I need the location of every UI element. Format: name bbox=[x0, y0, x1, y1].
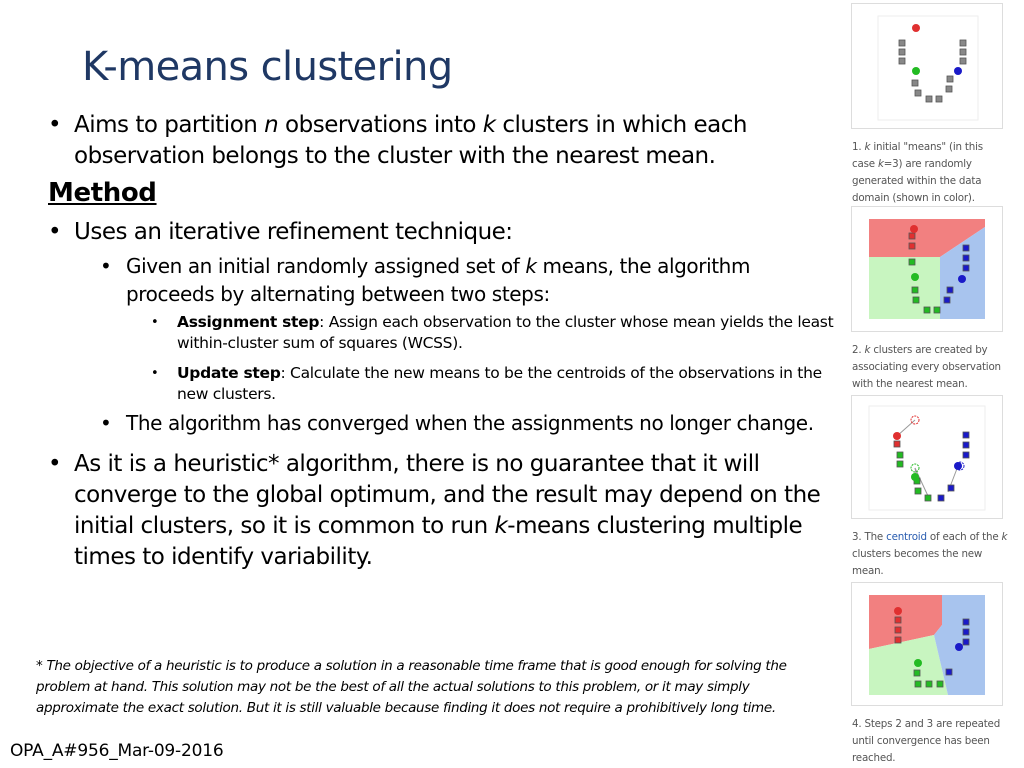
bullet-heuristic: • As it is a heuristic* algorithm, there is no guarantee that it will converge to the global optimum, and the result may depend on the initial clusters, so it is common to run k-means clustering multiple times to identify variability. bbox=[48, 451, 821, 570]
method-heading: Method bbox=[48, 178, 157, 208]
caption-step1: 1. k initial "means" (in this case k=3) are randomly generated within the data domain (shown in color). bbox=[852, 141, 983, 204]
bullet-dot: • bbox=[48, 112, 62, 138]
bullet-dot: • bbox=[151, 315, 159, 330]
kmeans-step4-illustration bbox=[851, 582, 1003, 706]
kmeans-step3-diagram bbox=[852, 396, 1002, 518]
bullet-dot: • bbox=[48, 219, 62, 245]
caption-step3: 3. The centroid of each of the k clusters becomes the new mean. bbox=[852, 531, 1008, 577]
centroid-link[interactable]: centroid bbox=[886, 531, 927, 543]
kmeans-step3-illustration bbox=[851, 395, 1003, 519]
update-step: • Update step: Calculate the new means to be the centroids of the observations in the new clusters. bbox=[151, 364, 822, 403]
kmeans-step2-diagram bbox=[852, 207, 1002, 331]
document-id-footer: OPA_A#956_Mar-09-2016 bbox=[10, 741, 224, 761]
slide-title: K-means clustering bbox=[82, 44, 453, 90]
kmeans-step1-diagram bbox=[852, 4, 1002, 128]
kmeans-step2-illustration bbox=[851, 206, 1003, 332]
kmeans-step1-illustration bbox=[851, 3, 1003, 129]
assignment-step: • Assignment step: Assign each observation to the cluster whose mean yields the least within-cluster sum of squares (WCSS). bbox=[151, 313, 834, 352]
bullet-dot: • bbox=[48, 451, 62, 477]
caption-step4: 4. Steps 2 and 3 are repeated until convergence has been reached. bbox=[852, 718, 1001, 764]
bullet-dot: • bbox=[100, 411, 112, 435]
sub-bullet-initial: • Given an initial randomly assigned set of k means, the algorithm proceeds by alternating between two steps: bbox=[100, 254, 751, 306]
caption-step2: 2. k clusters are created by associating every observation with the nearest mean. bbox=[852, 344, 1001, 390]
heuristic-footnote: * The objective of a heuristic is to produce a solution in a reasonable time frame that is good enough for solving the problem at hand. This solution may not be the best of all the actual solutions to this problem, or it may simply approximate the exact solution. But it is still valuable because finding it does not require a prohibitively long time. bbox=[36, 658, 787, 716]
sub-bullet-converged: • The algorithm has converged when the assignments no longer change. bbox=[100, 411, 814, 435]
bullet-dot: • bbox=[151, 366, 159, 381]
bullet-dot: • bbox=[100, 254, 112, 278]
bullet-aims: • Aims to partition n observations into k clusters in which each observation belongs to the cluster with the nearest mean. bbox=[48, 112, 747, 169]
kmeans-step4-diagram bbox=[852, 583, 1002, 705]
bullet-iterative: • Uses an iterative refinement technique: bbox=[48, 217, 838, 248]
main-content bbox=[48, 110, 838, 573]
